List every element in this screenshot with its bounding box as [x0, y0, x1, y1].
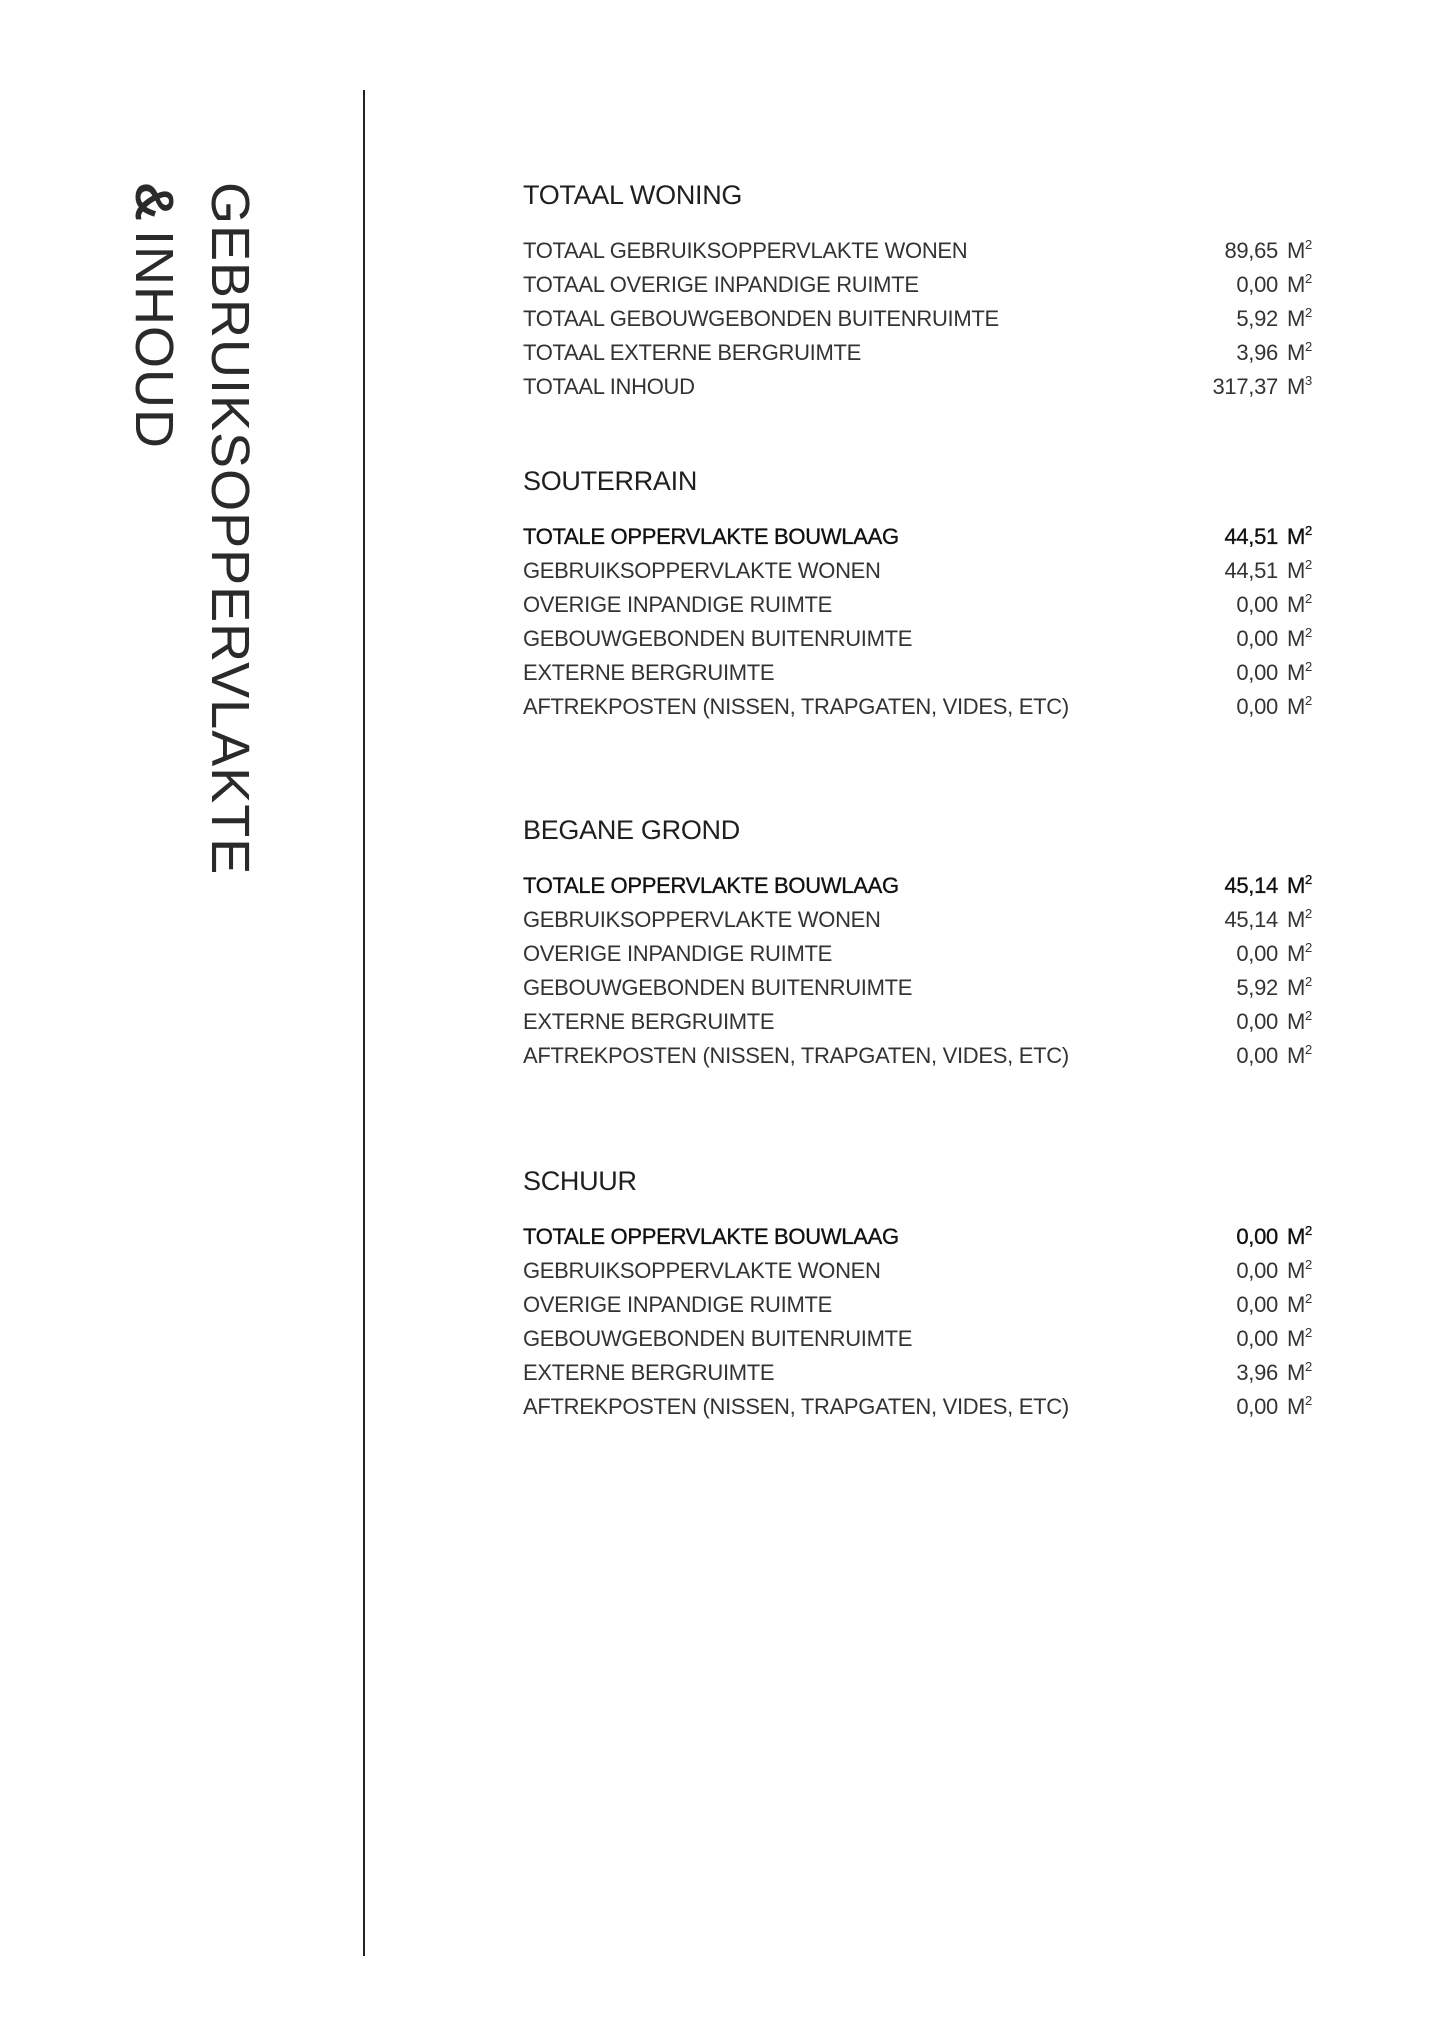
row-unit: $M^2$ [1287, 557, 1312, 583]
row-label: TOTAAL OVERIGE INPANDIGE RUIMTE [523, 272, 919, 297]
row-unit: $M^2$ [1287, 940, 1312, 966]
row-label: AFTREKPOSTEN (NISSEN, TRAPGATEN, VIDES, ETC) [523, 1043, 1069, 1068]
table-row [523, 622, 1323, 656]
section-schuur [523, 1164, 1323, 1424]
page-title-rotated [98, 182, 268, 876]
row-value: 0,00 [1236, 941, 1278, 966]
row-value: 0,00 [1236, 1326, 1278, 1351]
table-row [523, 1322, 1323, 1356]
row-value: 317,37 [1212, 374, 1278, 399]
row-label: GEBRUIKSOPPERVLAKTE WONEN [523, 558, 881, 583]
row-value: 0,00 [1236, 1394, 1278, 1419]
row-label: OVERIGE INPANDIGE RUIMTE [523, 941, 832, 966]
row-label: TOTALE OPPERVLAKTE BOUWLAAG [523, 873, 899, 898]
row-label: GEBRUIKSOPPERVLAKTE WONEN [523, 907, 881, 932]
row-value: 44,51 [1224, 524, 1278, 549]
row-unit: $M^2$ [1287, 906, 1312, 932]
row-label: TOTAAL EXTERNE BERGRUIMTE [523, 340, 862, 365]
row-label: TOTAAL GEBOUWGEBONDEN BUITENRUIMTE [523, 306, 999, 331]
table-row [523, 1254, 1323, 1288]
row-label: AFTREKPOSTEN (NISSEN, TRAPGATEN, VIDES, ETC) [523, 1394, 1069, 1419]
row-label: TOTALE OPPERVLAKTE BOUWLAAG [523, 1224, 899, 1249]
row-value: 5,92 [1236, 306, 1278, 331]
section-souterrain [523, 464, 1323, 724]
row-unit: $M^2$ [1287, 1393, 1312, 1419]
row-unit: $M^2$ [1287, 271, 1312, 297]
page-title-line2 [116, 182, 192, 862]
table-row-total [523, 1220, 1323, 1254]
table-row [523, 370, 1323, 404]
table-row [523, 971, 1323, 1005]
table-row-total [523, 520, 1323, 554]
row-unit: $M^2$ [1287, 1359, 1312, 1385]
row-unit: $M^2$ [1287, 1223, 1312, 1249]
table-row [523, 1390, 1323, 1424]
table-row [523, 1039, 1323, 1073]
vertical-divider [363, 90, 365, 1956]
table-row [523, 937, 1323, 971]
row-value: 0,00 [1236, 626, 1278, 651]
row-unit: $M^2$ [1287, 1291, 1312, 1317]
row-value: 45,14 [1224, 907, 1278, 932]
row-value: 0,00 [1236, 694, 1278, 719]
row-label: AFTREKPOSTEN (NISSEN, TRAPGATEN, VIDES, ETC) [523, 694, 1069, 719]
row-label: TOTALE OPPERVLAKTE BOUWLAAG [523, 524, 899, 549]
row-label: GEBOUWGEBONDEN BUITENRUIMTE [523, 626, 913, 651]
table-row [523, 1356, 1323, 1390]
row-label: OVERIGE INPANDIGE RUIMTE [523, 592, 832, 617]
row-value: 89,65 [1224, 238, 1278, 263]
row-unit: $M^2$ [1287, 237, 1312, 263]
table-row [523, 690, 1323, 724]
table-row [523, 903, 1323, 937]
row-unit: $M^2$ [1287, 305, 1312, 331]
row-unit: $M^2$ [1287, 872, 1312, 898]
section-title: SCHUUR [523, 1166, 637, 1196]
section-title: TOTAAL WONING [523, 180, 743, 210]
row-value: 3,96 [1236, 1360, 1278, 1385]
table-row [523, 268, 1323, 302]
row-value: 44,51 [1224, 558, 1278, 583]
section-totaal-woning [523, 178, 1323, 404]
page-title-ampersand: & [124, 182, 184, 222]
table-row [523, 656, 1323, 690]
table-row-total [523, 869, 1323, 903]
page-title-line1: GEBRUIKSOPPERVLAKTE [200, 182, 260, 876]
section-begane-grond [523, 813, 1323, 1073]
row-value: 0,00 [1236, 1043, 1278, 1068]
row-unit: $M^2$ [1287, 625, 1312, 651]
row-label: TOTAAL GEBRUIKSOPPERVLAKTE WONEN [523, 238, 968, 263]
row-label: EXTERNE BERGRUIMTE [523, 1360, 775, 1385]
table-row [523, 234, 1323, 268]
page-title-line2-text: INHOUD [124, 230, 184, 449]
row-label: EXTERNE BERGRUIMTE [523, 1009, 775, 1034]
row-unit: $M^2$ [1287, 974, 1312, 1000]
row-value: 0,00 [1236, 1258, 1278, 1283]
row-value: 0,00 [1236, 592, 1278, 617]
table-row [523, 554, 1323, 588]
table-row [523, 1288, 1323, 1322]
section-title: BEGANE GROND [523, 815, 740, 845]
row-unit: $M^2$ [1287, 1042, 1312, 1068]
table-row [523, 588, 1323, 622]
row-label: GEBRUIKSOPPERVLAKTE WONEN [523, 1258, 881, 1283]
section-title: SOUTERRAIN [523, 466, 698, 496]
row-label: TOTAAL INHOUD [523, 374, 695, 399]
row-unit: $M^2$ [1287, 1257, 1312, 1283]
row-unit: $M^2$ [1287, 591, 1312, 617]
row-value: 45,14 [1224, 873, 1278, 898]
row-value: 0,00 [1236, 1009, 1278, 1034]
row-unit: $M^2$ [1287, 1325, 1312, 1351]
row-value: 5,92 [1236, 975, 1278, 1000]
row-value: 0,00 [1236, 1224, 1278, 1249]
row-value: 3,96 [1236, 340, 1278, 365]
row-unit: $M^2$ [1287, 523, 1312, 549]
row-value: 0,00 [1236, 1292, 1278, 1317]
row-label: GEBOUWGEBONDEN BUITENRUIMTE [523, 1326, 913, 1351]
row-unit: $M^2$ [1287, 339, 1312, 365]
row-value: 0,00 [1236, 660, 1278, 685]
row-label: GEBOUWGEBONDEN BUITENRUIMTE [523, 975, 913, 1000]
page-title [98, 182, 268, 876]
row-unit: $M^2$ [1287, 1008, 1312, 1034]
table-row [523, 336, 1323, 370]
row-label: EXTERNE BERGRUIMTE [523, 660, 775, 685]
row-unit: $M^2$ [1287, 659, 1312, 685]
row-unit: $M^3$ [1287, 373, 1312, 399]
row-label: OVERIGE INPANDIGE RUIMTE [523, 1292, 832, 1317]
row-unit: $M^2$ [1287, 693, 1312, 719]
row-value: 0,00 [1236, 272, 1278, 297]
table-row [523, 1005, 1323, 1039]
table-row [523, 302, 1323, 336]
